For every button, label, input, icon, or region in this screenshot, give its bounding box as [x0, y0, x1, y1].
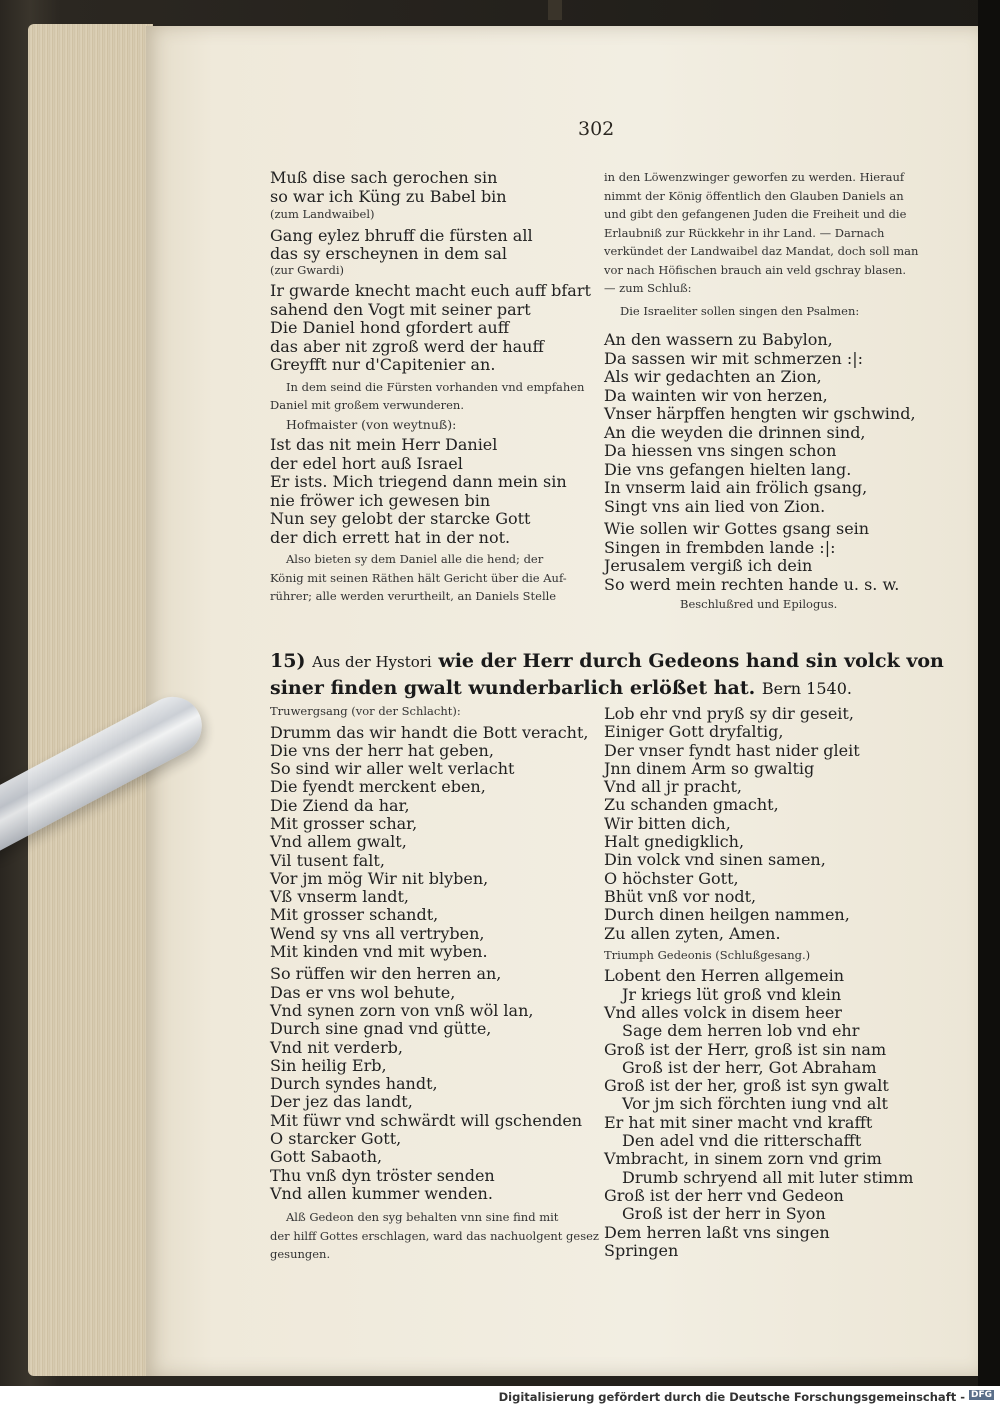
verse-line: Muß dise sach gerochen sin	[270, 168, 498, 187]
song-line: Vß vnserm landt,	[270, 887, 409, 907]
speaker-label: Hofmaister (von weytnuß):	[286, 416, 457, 432]
bookmark-strip	[548, 0, 562, 20]
song-line: Groß ist der herr, Got Abraham	[622, 1057, 877, 1077]
closing-note: Beschlußred und Epilogus.	[680, 597, 838, 611]
song-line: Der vnser fyndt hast nider gleit	[604, 740, 860, 760]
song-line: Groß ist der her, groß ist syn gwalt	[604, 1076, 889, 1096]
verse-line: Nun sey gelobt der starcke Gott	[270, 509, 531, 528]
prose-line: und gibt den gefangenen Juden die Freiheit und die	[604, 207, 907, 221]
song-intro: Triumph Gedeonis (Schlußgesang.)	[604, 947, 811, 962]
song-line: Drumm das wir handt die Bott veracht,	[270, 722, 589, 742]
song-line: Vnd all jr pracht,	[604, 777, 742, 797]
stage-direction: König mit seinen Räthen hält Gericht über die Auf-	[270, 570, 567, 585]
song-line: Vnd allem gwalt,	[270, 832, 407, 852]
psalm-line: Wie sollen wir Gottes gsang sein	[604, 519, 870, 538]
song-line: Vor jm mög Wir nit blyben,	[270, 868, 489, 888]
psalm-line: Da wainten wir von herzen,	[604, 385, 828, 405]
verse-line: Er ists. Mich triegend dann mein sin	[270, 472, 567, 491]
song-line: O starcker Gott,	[270, 1129, 402, 1149]
song-line: Vnd synen zorn von vnß wöl lan,	[270, 1000, 534, 1020]
psalm-line: An den wassern zu Babylon,	[604, 330, 833, 349]
song-line: Groß ist der herr vnd Gedeon	[604, 1185, 844, 1205]
song-line: Halt gnedigklich,	[604, 832, 745, 852]
footer-bar	[0, 1386, 1000, 1408]
song-line: Vil tusent falt,	[270, 850, 385, 870]
song-line: Jr kriegs lüt groß vnd klein	[622, 984, 842, 1004]
song-line: Mit grosser schandt,	[270, 905, 439, 925]
verse-line: Ir gwarde knecht macht euch auff bfart	[270, 281, 591, 300]
song-line: So rüffen wir den herren an,	[270, 964, 502, 984]
prose-line: — zum Schluß:	[604, 281, 692, 295]
psalm-line: Singen in frembden lande :|:	[604, 537, 836, 557]
song-line: Drumb schryend all mit luter stimm	[622, 1167, 914, 1187]
page-edges	[28, 24, 153, 1376]
psalm-line: In vnserm laid ain frölich gsang,	[604, 478, 868, 497]
verse-line: das sy erscheynen in dem sal	[270, 244, 508, 263]
stage-direction: (zur Gwardi)	[270, 262, 345, 277]
song-line: Die Ziend da har,	[270, 795, 410, 815]
psalm-line: Die vns gefangen hielten lang.	[604, 459, 852, 479]
prose-line: verkündet der Landwaibel daz Mandat, doch soll man	[604, 244, 919, 258]
prose-line: nimmt der König öffentlich den Glauben Daniels an	[604, 188, 904, 203]
psalm-line: Als wir gedachten an Zion,	[604, 367, 822, 386]
verse-line: Gang eylez bhruff die fürsten all	[270, 225, 533, 245]
psalm-intro: Die Israeliter sollen singen den Psalmen:	[620, 303, 860, 318]
song-line: Wir bitten dich,	[604, 813, 731, 833]
song-line: Din volck vnd sinen samen,	[604, 850, 826, 870]
verse-line: der edel hort auß Israel	[270, 453, 463, 473]
song-line: Vnd nit verderb,	[270, 1037, 403, 1057]
stage-direction: Alß Gedeon den syg behalten vnn sine find mit	[286, 1210, 559, 1225]
psalm-line: Singt vns ain lied von Zion.	[604, 496, 826, 516]
song-line: So sind wir aller welt verlacht	[270, 759, 515, 779]
song-line: Durch dinen heilgen nammen,	[604, 905, 850, 925]
song-line: O höchster Gott,	[604, 868, 739, 888]
song-line: Vor jm sich förchten iung vnd alt	[622, 1094, 888, 1114]
song-line: Bhüt vnß vor nodt,	[604, 886, 757, 906]
dfg-logo: DFG	[970, 1390, 992, 1400]
prose-line: in den Löwenzwinger geworfen zu werden. Hierauf	[604, 170, 905, 184]
song-line: Die fyendt merckent eben,	[270, 777, 486, 797]
song-line: Gott Sabaoth,	[270, 1147, 383, 1167]
psalm-line: Da sassen wir mit schmerzen :|:	[604, 348, 864, 368]
song-line: Groß ist der herr in Syon	[622, 1204, 826, 1224]
song-line: Zu schanden gmacht,	[604, 795, 779, 815]
stage-direction: (zum Landwaibel)	[270, 207, 375, 221]
section-number: 15)	[270, 650, 306, 672]
prose-line: Erlaubniß zur Rückkehr in ihr Land. — Darnach	[604, 225, 885, 240]
heading-intro: Aus der Hystori	[312, 653, 432, 671]
song-line: Durch sine gnad vnd gütte,	[270, 1019, 492, 1039]
song-line: Groß ist der Herr, groß ist sin nam	[604, 1039, 887, 1059]
heading-title-line1: wie der Herr durch Gedeons hand sin volck von	[438, 650, 944, 672]
song-line: Springen	[604, 1240, 679, 1260]
verse-line: sahend den Vogt mit seiner part	[270, 299, 531, 319]
song-line: Sage dem herren lob vnd ehr	[622, 1021, 860, 1041]
song-line: Durch syndes handt,	[270, 1074, 438, 1094]
verse-line: Die Daniel hond gfordert auff	[270, 318, 510, 337]
stage-direction: In dem seind die Fürsten vorhanden vnd empfahen	[286, 379, 585, 394]
song-line: Sin heilig Erb,	[270, 1055, 387, 1075]
song-line: Mit füwr vnd schwärdt will gschenden	[270, 1110, 583, 1130]
song-intro: Truwergsang (vor der Schlacht):	[270, 704, 461, 718]
song-line: Thu vnß dyn tröster senden	[270, 1165, 495, 1185]
song-line: Zu allen zyten, Amen.	[604, 923, 781, 943]
verse-line: Greyfft nur d'Capitenier an.	[270, 355, 496, 374]
song-line: Vmbracht, in sinem zorn vnd grim	[604, 1149, 882, 1169]
heading-place-date: Bern 1540.	[761, 679, 852, 698]
song-line: Lobent den Herren allgemein	[604, 966, 845, 986]
verse-line: nie fröwer ich gewesen bin	[270, 490, 491, 510]
psalm-line: An die weyden die drinnen sind,	[604, 422, 866, 442]
song-line: Den adel vnd die ritterschafft	[622, 1131, 862, 1151]
song-line: Wend sy vns all vertryben,	[270, 923, 485, 943]
song-line: Der jez das landt,	[270, 1092, 413, 1112]
verse-line: der dich errett hat in der not.	[270, 527, 511, 547]
bottom-left-column	[270, 706, 600, 1268]
prose-line: vor nach Höfischen brauch ain veld gschray blasen.	[604, 262, 907, 277]
psalm-line: Vnser härpffen hengten wir gschwind,	[604, 404, 916, 423]
verse-line: so war ich Küng zu Babel bin	[270, 186, 507, 206]
stage-direction: rührer; alle werden verurtheilt, an Daniels Stelle	[270, 589, 557, 603]
song-line: Lob ehr vnd pryß sy dir geseit,	[604, 704, 854, 723]
right-binding	[978, 0, 1000, 1386]
stage-direction: Also bieten sy dem Daniel alle die hend; der	[286, 552, 544, 566]
song-line: Jnn dinem Arm so gwaltig	[604, 758, 815, 778]
verse-line: das aber nit zgroß werd der hauff	[270, 336, 544, 356]
song-line: Dem herren laßt vns singen	[604, 1222, 830, 1242]
song-line: Mit kinden vnd mit wyben.	[270, 942, 488, 962]
stage-direction: Daniel mit großem verwunderen.	[270, 398, 464, 412]
right-top-column	[604, 172, 934, 618]
song-line: Er hat mit siner macht vnd krafft	[604, 1112, 873, 1132]
stage-direction: gesungen.	[270, 1247, 331, 1262]
psalm-line: So werd mein rechten hande u. s. w.	[604, 574, 900, 594]
psalm-line: Jerusalem vergiß ich dein	[604, 556, 813, 575]
stage-direction: der hilff Gottes erschlagen, ward das nachuolgent gesez	[270, 1228, 599, 1243]
heading-title-line2: siner finden gwalt wunderbarlich erlößet hat.	[270, 677, 756, 699]
song-line: Die vns der herr hat geben,	[270, 740, 494, 760]
song-line: Mit grosser schar,	[270, 813, 418, 833]
section-heading	[270, 650, 950, 704]
verse-line: Ist das nit mein Herr Daniel	[270, 435, 498, 454]
song-line: Vnd allen kummer wenden.	[270, 1183, 493, 1203]
footer-text: Digitalisierung gefördert durch die Deutsche Forschungsgemeinschaft -	[498, 1390, 965, 1404]
bottom-right-column	[604, 706, 944, 1261]
psalm-line: Da hiessen vns singen schon	[604, 441, 837, 460]
song-line: Das er vns wol behute,	[270, 982, 456, 1002]
left-top-column	[270, 170, 590, 610]
song-line: Einiger Gott dryfaltig,	[604, 722, 784, 742]
song-line: Vnd alles volck in disem heer	[604, 1002, 842, 1022]
page-number: 302	[578, 118, 615, 140]
